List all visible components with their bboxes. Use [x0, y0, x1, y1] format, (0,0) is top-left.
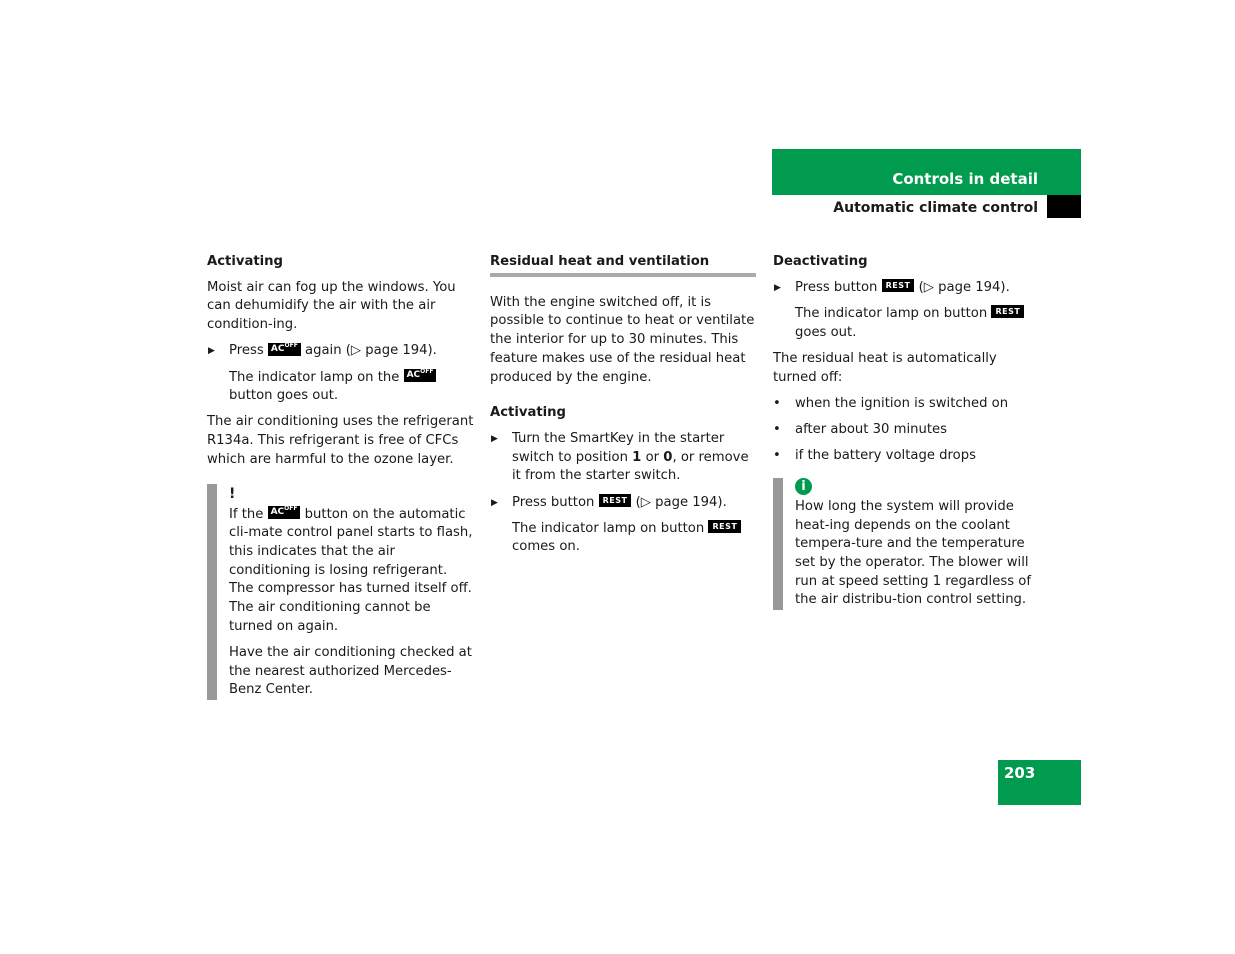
- section-title: Controls in detail: [892, 170, 1038, 188]
- info-icon: i: [795, 478, 812, 495]
- note-bar: [773, 478, 783, 610]
- list-item: • after about 30 minutes: [773, 421, 1041, 440]
- bullet-icon: •: [773, 448, 781, 464]
- rest-button-icon: REST: [708, 520, 741, 533]
- warning-note: [207, 484, 475, 701]
- instruction-step: ▶ Press $AC^{OFF}$ again (▷ page 194).: [207, 342, 475, 361]
- step-result: The indicator lamp on button REST comes on.: [490, 520, 756, 557]
- warning-advice: Have the air conditioning checked at the nearest authorized Mercedes-Benz Center.: [229, 644, 472, 698]
- step-result: The indicator lamp on the $AC^{OFF}$ button goes out.: [207, 369, 475, 406]
- instruction-step: ▶ Press button REST (▷ page 194).: [490, 494, 756, 513]
- step-result: The indicator lamp on button REST goes out.: [773, 305, 1041, 342]
- list-item: • if the battery voltage drops: [773, 447, 1041, 466]
- instruction-step: ▶ Press button REST (▷ page 194).: [773, 279, 1041, 298]
- rest-button-icon: REST: [882, 279, 915, 292]
- bullet-icon: •: [773, 395, 781, 411]
- bullet-icon: •: [773, 421, 781, 437]
- chapter-tab: [1047, 195, 1081, 218]
- heading-deactivating: Deactivating: [773, 254, 868, 269]
- note-bar: [207, 484, 217, 701]
- column-deactivating: [773, 253, 1041, 614]
- subsection-title: Automatic climate control: [833, 200, 1038, 216]
- residual-intro: With the engine switched off, it is possible to continue to heat or ventilate the interior for up to 30 minutes. This feature makes use of the residual heat produced by the engine.: [490, 294, 755, 385]
- info-text: How long the system will provide heat-ing depends on the coolant tempera-ture and the temperature set by the operator. The blower will run at speed setting 1 regardless of the air distribu-tion control setting.: [795, 498, 1031, 608]
- ac-off-button-icon: $AC^{OFF}$: [404, 369, 437, 382]
- refrigerant-paragraph: The air conditioning uses the refrigerant R134a. This refrigerant is free of CFCs which are harmful to the ozone layer.: [207, 414, 474, 467]
- page-number: 203: [1004, 764, 1036, 782]
- auto-off-paragraph: The residual heat is automatically turned off:: [773, 350, 997, 385]
- intro-paragraph: Moist air can fog up the windows. You can dehumidify the air with the air condition-ing.: [207, 279, 456, 333]
- step-marker-icon: ▶: [774, 282, 781, 293]
- column-activating-ac: [207, 253, 475, 704]
- step-marker-icon: ▶: [491, 433, 498, 444]
- page-number-box: [998, 760, 1081, 805]
- heading-activating: Activating: [207, 254, 283, 269]
- warning-text: If the $AC^{OFF}$ button on the automatic cli-mate control panel starts to flash, this indicates that the air conditioning is losing refrigerant. The compressor has turned itself off. The air conditioning cannot be turned on again.: [229, 505, 473, 634]
- heading-activating: Activating: [490, 405, 566, 421]
- ac-off-button-icon: $AC^{OFF}$: [268, 506, 301, 519]
- column-residual-heat: [490, 253, 756, 565]
- step-marker-icon: ▶: [208, 346, 215, 357]
- step-marker-icon: ▶: [491, 497, 498, 508]
- list-item: • when the ignition is switched on: [773, 395, 1041, 414]
- instruction-step: ▶ Turn the SmartKey in the starter switch to position 1 or 0, or remove it from the starter switch.: [491, 430, 749, 484]
- info-note: [773, 478, 1041, 610]
- rest-button-icon: REST: [991, 305, 1024, 318]
- warning-icon: !: [229, 485, 236, 502]
- rest-button-icon: REST: [599, 494, 632, 507]
- section-heading-residual-heat: Residual heat and ventilation: [490, 253, 756, 277]
- ac-off-button-icon: $AC^{OFF}$: [268, 343, 301, 356]
- section-header: [772, 149, 1081, 195]
